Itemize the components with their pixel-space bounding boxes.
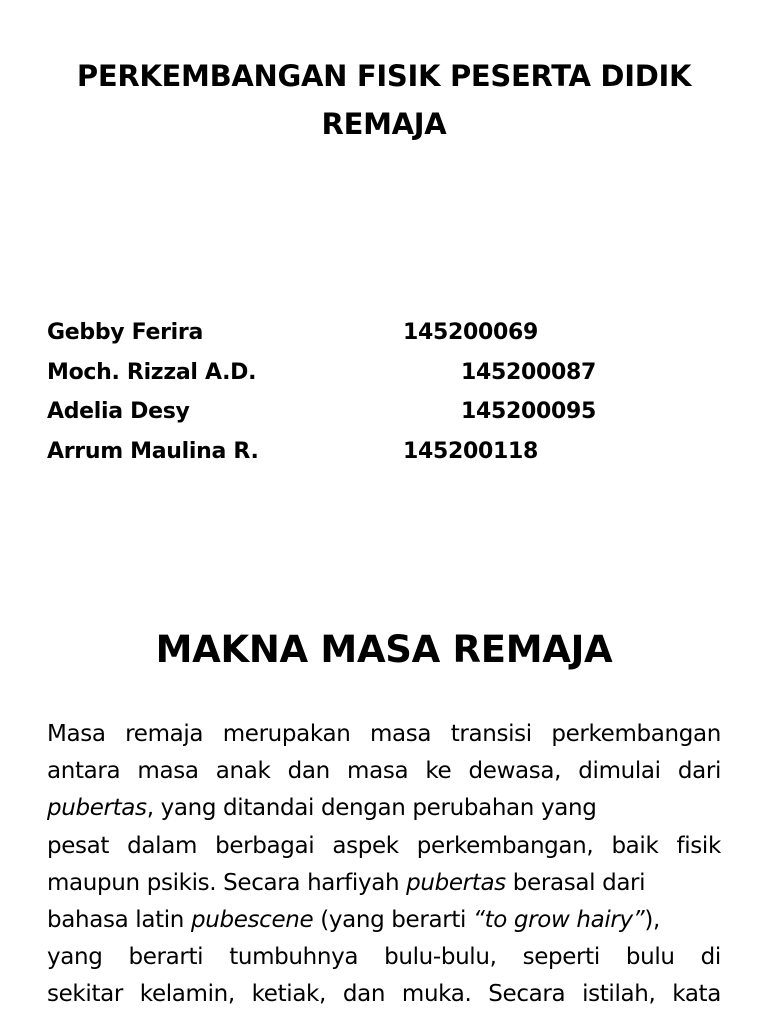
member-name: Adelia Desy	[47, 399, 190, 424]
paragraph-word: bulu-bulu,	[384, 944, 497, 971]
paragraph-word: masa	[347, 758, 409, 785]
paragraph-word: ketiak,	[251, 981, 326, 1008]
paragraph-word: Masa	[47, 721, 106, 747]
member-id: 145200069	[403, 320, 539, 345]
paragraph-word: pesat	[47, 832, 110, 859]
term-pubescene: pubescene	[190, 907, 314, 934]
paragraph-word: berbagai	[215, 832, 315, 859]
paragraph-word: transisi	[450, 721, 532, 747]
paragraph-line	[47, 939, 721, 976]
paragraph-word: dari	[677, 758, 721, 785]
paragraph-line	[47, 753, 721, 790]
paragraph-word: antara	[47, 758, 121, 785]
term-pubertas: pubertas	[406, 869, 506, 896]
paragraph-word: kata	[672, 981, 721, 1008]
paragraph-word: tumbuhnya	[229, 944, 359, 971]
term-to-grow-hairy: “to grow hairy”	[473, 907, 645, 934]
paragraph-line	[47, 790, 721, 827]
member-row	[47, 435, 667, 475]
term-pubertas: pubertas	[47, 795, 147, 822]
document-title	[40, 52, 728, 148]
member-id: 145200087	[461, 359, 597, 385]
paragraph-text: bahasa latin	[47, 907, 191, 934]
paragraph-text: , yang ditandai dengan perubahan yang	[146, 795, 597, 822]
paragraph-text: ),	[644, 907, 660, 934]
paragraph-word: kelamin,	[139, 981, 235, 1008]
paragraph-word: bulu	[625, 944, 675, 971]
paragraph-word: Secara	[488, 981, 566, 1008]
paragraph-word: anak	[215, 758, 271, 785]
member-row	[47, 316, 667, 356]
paragraph-word: istilah,	[582, 981, 656, 1008]
section-title: MAKNA MASA REMAJA	[155, 628, 613, 671]
paragraph-word: masa	[369, 721, 432, 747]
member-id: 145200095	[461, 399, 597, 424]
paragraph-line	[47, 828, 721, 865]
paragraph-word: berarti	[128, 944, 204, 971]
paragraph-word: dalam	[127, 832, 198, 859]
paragraph-word: baik	[611, 832, 659, 859]
paragraph-word: fisik	[676, 832, 721, 859]
paragraph-word: perkembangan,	[416, 832, 594, 859]
paragraph-word: remaja	[125, 721, 204, 747]
paragraph-text: (yang berarti	[313, 907, 473, 934]
paragraph-word: sekitar	[47, 981, 123, 1008]
member-name: Gebby Ferira	[47, 320, 204, 345]
member-list	[47, 316, 667, 474]
paragraph-text: maupun psikis. Secara harfiyah	[47, 869, 407, 896]
paragraph-line	[47, 716, 721, 753]
paragraph-line	[47, 976, 721, 1013]
document-title-line-2: REMAJA	[321, 107, 447, 141]
paragraph-word: ke	[425, 758, 452, 785]
paragraph-word: dewasa,	[468, 758, 562, 785]
paragraph-word: merupakan	[222, 721, 351, 747]
body-paragraph	[47, 716, 721, 1014]
document-title-line-1: PERKEMBANGAN FISIK PESERTA DIDIK	[76, 59, 692, 93]
paragraph-word: dimulai	[578, 758, 661, 785]
paragraph-line	[47, 865, 721, 902]
paragraph-word: di	[700, 944, 721, 971]
member-row	[47, 395, 667, 435]
member-row	[47, 356, 667, 396]
member-name: Moch. Rizzal A.D.	[47, 359, 257, 385]
paragraph-word: yang	[47, 944, 103, 971]
member-name: Arrum Maulina R.	[47, 438, 259, 464]
paragraph-word: seperti	[522, 944, 600, 971]
paragraph-word: dan	[287, 758, 330, 785]
paragraph-word: masa	[137, 758, 199, 785]
paragraph-word: aspek	[332, 832, 399, 859]
paragraph-text: berasal dari	[505, 869, 646, 896]
paragraph-word: perkembangan	[551, 721, 721, 747]
paragraph-word: dan	[342, 981, 386, 1008]
member-id: 145200118	[403, 438, 539, 464]
paragraph-word: muka.	[401, 981, 472, 1008]
paragraph-line	[47, 902, 721, 939]
